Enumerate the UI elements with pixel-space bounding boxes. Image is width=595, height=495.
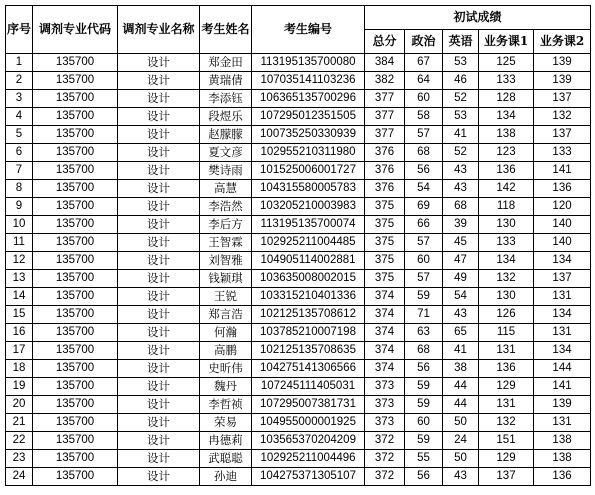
cell-major-code: 135700 xyxy=(33,162,118,180)
cell-course1: 130 xyxy=(479,216,534,234)
cell-english: 46 xyxy=(443,72,479,90)
cell-major-code: 135700 xyxy=(33,90,118,108)
cell-course2: 137 xyxy=(534,270,591,288)
table-row xyxy=(6,324,591,342)
header-politics: 政治 xyxy=(405,30,443,54)
cell-english: 53 xyxy=(443,108,479,126)
cell-english: 50 xyxy=(443,450,479,468)
cell-seq: 18 xyxy=(6,360,33,378)
table-row xyxy=(6,342,591,360)
cell-student-name: 郑金田 xyxy=(200,54,252,72)
cell-student-name: 段煜乐 xyxy=(200,108,252,126)
cell-major-code: 135700 xyxy=(33,54,118,72)
table-row xyxy=(6,450,591,468)
cell-major-name: 设计 xyxy=(118,306,200,324)
table-row xyxy=(6,144,591,162)
cell-student-name: 樊诗雨 xyxy=(200,162,252,180)
cell-politics: 71 xyxy=(405,306,443,324)
cell-exam-id: 107035141103236 xyxy=(252,72,365,90)
cell-course2: 137 xyxy=(534,90,591,108)
cell-student-name: 史昕伟 xyxy=(200,360,252,378)
cell-major-name: 设计 xyxy=(118,72,200,90)
cell-course2: 139 xyxy=(534,396,591,414)
cell-course2: 139 xyxy=(534,72,591,90)
cell-student-name: 夏文彦 xyxy=(200,144,252,162)
cell-exam-id: 104315580005783 xyxy=(252,180,365,198)
cell-major-code: 135700 xyxy=(33,468,118,486)
cell-total: 382 xyxy=(365,72,405,90)
cell-major-code: 135700 xyxy=(33,360,118,378)
cell-seq: 14 xyxy=(6,288,33,306)
cell-exam-id: 104275371305107 xyxy=(252,468,365,486)
table-row xyxy=(6,378,591,396)
cell-student-name: 武聪聪 xyxy=(200,450,252,468)
cell-student-name: 冉德莉 xyxy=(200,432,252,450)
cell-student-name: 高慧 xyxy=(200,180,252,198)
cell-total: 374 xyxy=(365,360,405,378)
header-seq: 序号 xyxy=(6,6,33,54)
cell-english: 45 xyxy=(443,234,479,252)
cell-course2: 120 xyxy=(534,198,591,216)
cell-english: 44 xyxy=(443,378,479,396)
cell-major-name: 设计 xyxy=(118,324,200,342)
cell-exam-id: 102955210311980 xyxy=(252,144,365,162)
cell-seq: 8 xyxy=(6,180,33,198)
cell-politics: 57 xyxy=(405,126,443,144)
header-course2: 业务课2 xyxy=(534,30,591,54)
cell-english: 50 xyxy=(443,414,479,432)
cell-course1: 133 xyxy=(479,234,534,252)
cell-exam-id: 113195135700080 xyxy=(252,54,365,72)
cell-course1: 131 xyxy=(479,342,534,360)
cell-politics: 63 xyxy=(405,324,443,342)
cell-total: 373 xyxy=(365,396,405,414)
cell-english: 47 xyxy=(443,252,479,270)
cell-major-name: 设计 xyxy=(118,396,200,414)
cell-seq: 10 xyxy=(6,216,33,234)
cell-seq: 24 xyxy=(6,468,33,486)
cell-seq: 3 xyxy=(6,90,33,108)
cell-major-code: 135700 xyxy=(33,378,118,396)
cell-politics: 67 xyxy=(405,54,443,72)
cell-total: 374 xyxy=(365,342,405,360)
cell-total: 376 xyxy=(365,180,405,198)
cell-course2: 131 xyxy=(534,288,591,306)
cell-politics: 56 xyxy=(405,468,443,486)
cell-total: 384 xyxy=(365,54,405,72)
cell-course2: 140 xyxy=(534,216,591,234)
cell-total: 376 xyxy=(365,144,405,162)
cell-exam-id: 101525006001727 xyxy=(252,162,365,180)
cell-major-code: 135700 xyxy=(33,126,118,144)
cell-politics: 56 xyxy=(405,360,443,378)
cell-major-code: 135700 xyxy=(33,432,118,450)
cell-major-name: 设计 xyxy=(118,252,200,270)
cell-total: 377 xyxy=(365,126,405,144)
cell-exam-id: 104905114002881 xyxy=(252,252,365,270)
admissions-table-wrapper xyxy=(5,5,591,486)
cell-politics: 60 xyxy=(405,414,443,432)
table-row xyxy=(6,126,591,144)
cell-student-name: 赵朦朦 xyxy=(200,126,252,144)
cell-exam-id: 102125135708612 xyxy=(252,306,365,324)
cell-student-name: 李哲祯 xyxy=(200,396,252,414)
cell-english: 41 xyxy=(443,342,479,360)
cell-major-name: 设计 xyxy=(118,90,200,108)
cell-seq: 9 xyxy=(6,198,33,216)
table-row xyxy=(6,216,591,234)
cell-course1: 134 xyxy=(479,108,534,126)
cell-politics: 56 xyxy=(405,162,443,180)
cell-course1: 131 xyxy=(479,396,534,414)
header-initial-scores: 初试成绩 xyxy=(365,6,591,30)
cell-major-code: 135700 xyxy=(33,108,118,126)
cell-total: 372 xyxy=(365,468,405,486)
cell-course1: 134 xyxy=(479,252,534,270)
cell-english: 39 xyxy=(443,216,479,234)
cell-exam-id: 113195135700074 xyxy=(252,216,365,234)
cell-major-name: 设计 xyxy=(118,270,200,288)
cell-politics: 59 xyxy=(405,432,443,450)
cell-course2: 134 xyxy=(534,252,591,270)
cell-politics: 54 xyxy=(405,180,443,198)
cell-seq: 4 xyxy=(6,108,33,126)
cell-english: 43 xyxy=(443,468,479,486)
table-row xyxy=(6,72,591,90)
cell-course1: 133 xyxy=(479,72,534,90)
header-total: 总分 xyxy=(365,30,405,54)
cell-course1: 129 xyxy=(479,378,534,396)
cell-exam-id: 103565370204209 xyxy=(252,432,365,450)
cell-course1: 115 xyxy=(479,324,534,342)
cell-major-code: 135700 xyxy=(33,342,118,360)
cell-course1: 123 xyxy=(479,144,534,162)
cell-major-name: 设计 xyxy=(118,180,200,198)
cell-course1: 126 xyxy=(479,306,534,324)
cell-seq: 21 xyxy=(6,414,33,432)
cell-student-name: 钱颖琪 xyxy=(200,270,252,288)
cell-student-name: 王智霖 xyxy=(200,234,252,252)
cell-seq: 5 xyxy=(6,126,33,144)
cell-exam-id: 102925211004496 xyxy=(252,450,365,468)
header-major-code: 调剂专业代码 xyxy=(33,6,118,54)
cell-major-name: 设计 xyxy=(118,342,200,360)
cell-english: 52 xyxy=(443,90,479,108)
cell-course2: 141 xyxy=(534,162,591,180)
cell-student-name: 魏丹 xyxy=(200,378,252,396)
header-course1: 业务课1 xyxy=(479,30,534,54)
table-row xyxy=(6,198,591,216)
table-row xyxy=(6,180,591,198)
cell-seq: 17 xyxy=(6,342,33,360)
cell-exam-id: 103315210401336 xyxy=(252,288,365,306)
cell-major-code: 135700 xyxy=(33,324,118,342)
cell-total: 375 xyxy=(365,252,405,270)
cell-seq: 12 xyxy=(6,252,33,270)
cell-total: 377 xyxy=(365,90,405,108)
table-row xyxy=(6,468,591,486)
cell-course2: 141 xyxy=(534,378,591,396)
cell-major-name: 设计 xyxy=(118,378,200,396)
cell-course1: 118 xyxy=(479,198,534,216)
cell-major-name: 设计 xyxy=(118,360,200,378)
cell-politics: 60 xyxy=(405,252,443,270)
cell-course1: 138 xyxy=(479,126,534,144)
cell-seq: 15 xyxy=(6,306,33,324)
cell-course1: 132 xyxy=(479,414,534,432)
cell-politics: 69 xyxy=(405,198,443,216)
cell-student-name: 何瀚 xyxy=(200,324,252,342)
cell-seq: 22 xyxy=(6,432,33,450)
cell-exam-id: 104275141306566 xyxy=(252,360,365,378)
cell-student-name: 李浩然 xyxy=(200,198,252,216)
cell-major-name: 设计 xyxy=(118,450,200,468)
header-major-name: 调剂专业名称 xyxy=(118,6,200,54)
cell-exam-id: 106365135700296 xyxy=(252,90,365,108)
cell-politics: 59 xyxy=(405,288,443,306)
cell-exam-id: 103205210003983 xyxy=(252,198,365,216)
cell-major-name: 设计 xyxy=(118,432,200,450)
cell-major-code: 135700 xyxy=(33,414,118,432)
cell-politics: 55 xyxy=(405,450,443,468)
cell-politics: 58 xyxy=(405,108,443,126)
cell-politics: 59 xyxy=(405,396,443,414)
cell-major-code: 135700 xyxy=(33,72,118,90)
cell-major-name: 设计 xyxy=(118,198,200,216)
table-row xyxy=(6,414,591,432)
table-row xyxy=(6,54,591,72)
cell-politics: 66 xyxy=(405,216,443,234)
cell-english: 38 xyxy=(443,360,479,378)
cell-major-code: 135700 xyxy=(33,234,118,252)
cell-course2: 133 xyxy=(534,144,591,162)
cell-english: 49 xyxy=(443,270,479,288)
cell-course1: 129 xyxy=(479,450,534,468)
cell-total: 373 xyxy=(365,378,405,396)
cell-english: 52 xyxy=(443,144,479,162)
cell-total: 372 xyxy=(365,432,405,450)
cell-total: 374 xyxy=(365,288,405,306)
header-exam-id: 考生编号 xyxy=(252,6,365,54)
cell-english: 54 xyxy=(443,288,479,306)
cell-course1: 137 xyxy=(479,468,534,486)
cell-student-name: 黄瑞倩 xyxy=(200,72,252,90)
cell-course1: 136 xyxy=(479,162,534,180)
table-row xyxy=(6,396,591,414)
cell-major-name: 设计 xyxy=(118,468,200,486)
cell-course1: 136 xyxy=(479,360,534,378)
cell-major-code: 135700 xyxy=(33,180,118,198)
cell-course1: 128 xyxy=(479,90,534,108)
cell-english: 44 xyxy=(443,396,479,414)
cell-seq: 1 xyxy=(6,54,33,72)
cell-total: 375 xyxy=(365,198,405,216)
cell-course1: 132 xyxy=(479,270,534,288)
cell-politics: 57 xyxy=(405,270,443,288)
cell-student-name: 郑言浩 xyxy=(200,306,252,324)
cell-major-code: 135700 xyxy=(33,216,118,234)
cell-total: 375 xyxy=(365,270,405,288)
cell-major-code: 135700 xyxy=(33,270,118,288)
cell-english: 53 xyxy=(443,54,479,72)
cell-politics: 57 xyxy=(405,234,443,252)
cell-major-name: 设计 xyxy=(118,234,200,252)
cell-course1: 151 xyxy=(479,432,534,450)
cell-major-code: 135700 xyxy=(33,288,118,306)
cell-exam-id: 107295012351505 xyxy=(252,108,365,126)
cell-student-name: 李后方 xyxy=(200,216,252,234)
cell-politics: 68 xyxy=(405,144,443,162)
cell-english: 65 xyxy=(443,324,479,342)
cell-course2: 136 xyxy=(534,468,591,486)
cell-exam-id: 102125135708635 xyxy=(252,342,365,360)
cell-total: 375 xyxy=(365,216,405,234)
cell-english: 68 xyxy=(443,198,479,216)
cell-student-name: 李添钰 xyxy=(200,90,252,108)
cell-politics: 68 xyxy=(405,342,443,360)
cell-major-code: 135700 xyxy=(33,252,118,270)
header-english: 英语 xyxy=(443,30,479,54)
cell-english: 24 xyxy=(443,432,479,450)
cell-student-name: 荣易 xyxy=(200,414,252,432)
cell-exam-id: 102925211004485 xyxy=(252,234,365,252)
cell-course1: 130 xyxy=(479,288,534,306)
cell-politics: 59 xyxy=(405,378,443,396)
cell-major-code: 135700 xyxy=(33,144,118,162)
table-row xyxy=(6,234,591,252)
cell-seq: 2 xyxy=(6,72,33,90)
cell-major-name: 设计 xyxy=(118,108,200,126)
cell-major-name: 设计 xyxy=(118,216,200,234)
cell-major-name: 设计 xyxy=(118,144,200,162)
cell-student-name: 高鹏 xyxy=(200,342,252,360)
cell-seq: 6 xyxy=(6,144,33,162)
table-row xyxy=(6,90,591,108)
cell-course2: 139 xyxy=(534,54,591,72)
table-body xyxy=(6,54,591,486)
cell-course2: 137 xyxy=(534,126,591,144)
cell-major-code: 135700 xyxy=(33,198,118,216)
cell-major-name: 设计 xyxy=(118,54,200,72)
cell-total: 372 xyxy=(365,450,405,468)
cell-major-code: 135700 xyxy=(33,396,118,414)
cell-english: 43 xyxy=(443,162,479,180)
cell-english: 41 xyxy=(443,126,479,144)
cell-major-name: 设计 xyxy=(118,162,200,180)
cell-total: 374 xyxy=(365,306,405,324)
cell-seq: 7 xyxy=(6,162,33,180)
table-row xyxy=(6,252,591,270)
cell-seq: 11 xyxy=(6,234,33,252)
cell-seq: 16 xyxy=(6,324,33,342)
cell-total: 377 xyxy=(365,108,405,126)
cell-course2: 136 xyxy=(534,180,591,198)
cell-total: 373 xyxy=(365,414,405,432)
cell-total: 374 xyxy=(365,324,405,342)
cell-exam-id: 107245111405031 xyxy=(252,378,365,396)
cell-major-name: 设计 xyxy=(118,288,200,306)
cell-course1: 125 xyxy=(479,54,534,72)
cell-exam-id: 107295007381731 xyxy=(252,396,365,414)
cell-total: 375 xyxy=(365,234,405,252)
table-row xyxy=(6,108,591,126)
cell-seq: 20 xyxy=(6,396,33,414)
cell-course2: 134 xyxy=(534,342,591,360)
cell-politics: 60 xyxy=(405,90,443,108)
cell-course2: 134 xyxy=(534,306,591,324)
cell-course1: 142 xyxy=(479,180,534,198)
cell-exam-id: 100735250330939 xyxy=(252,126,365,144)
table-row xyxy=(6,306,591,324)
cell-major-code: 135700 xyxy=(33,306,118,324)
cell-course2: 132 xyxy=(534,108,591,126)
cell-seq: 13 xyxy=(6,270,33,288)
cell-total: 376 xyxy=(365,162,405,180)
cell-course2: 131 xyxy=(534,324,591,342)
cell-course2: 131 xyxy=(534,414,591,432)
table-row xyxy=(6,360,591,378)
cell-seq: 19 xyxy=(6,378,33,396)
cell-course2: 144 xyxy=(534,360,591,378)
cell-major-code: 135700 xyxy=(33,450,118,468)
table-row xyxy=(6,270,591,288)
table-row xyxy=(6,162,591,180)
cell-major-name: 设计 xyxy=(118,126,200,144)
cell-exam-id: 104955000001925 xyxy=(252,414,365,432)
admissions-score-table xyxy=(5,5,591,486)
cell-major-name: 设计 xyxy=(118,414,200,432)
cell-student-name: 孙迪 xyxy=(200,468,252,486)
table-row xyxy=(6,288,591,306)
cell-exam-id: 103635008002015 xyxy=(252,270,365,288)
table-row xyxy=(6,432,591,450)
cell-english: 43 xyxy=(443,180,479,198)
cell-student-name: 刘智雅 xyxy=(200,252,252,270)
cell-student-name: 王锐 xyxy=(200,288,252,306)
cell-english: 43 xyxy=(443,306,479,324)
cell-course2: 138 xyxy=(534,432,591,450)
cell-course2: 138 xyxy=(534,450,591,468)
cell-exam-id: 103785210007198 xyxy=(252,324,365,342)
cell-politics: 64 xyxy=(405,72,443,90)
cell-course2: 140 xyxy=(534,234,591,252)
header-student-name: 考生姓名 xyxy=(200,6,252,54)
cell-seq: 23 xyxy=(6,450,33,468)
